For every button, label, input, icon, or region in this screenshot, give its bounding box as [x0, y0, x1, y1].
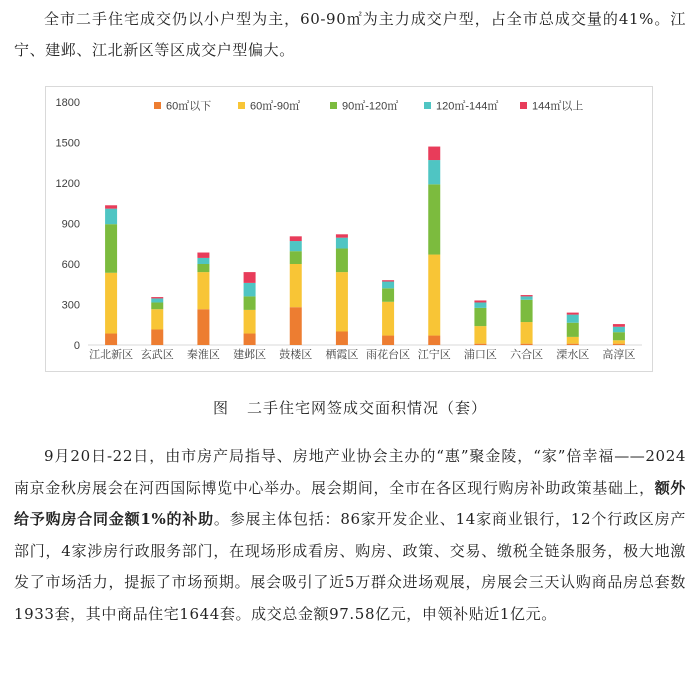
- bar-segment: [105, 209, 117, 225]
- bar-segment: [290, 264, 302, 307]
- bar-segment: [521, 322, 533, 344]
- bar-segment: [428, 147, 440, 161]
- legend-swatch: [330, 102, 337, 109]
- bar-segment: [290, 307, 302, 345]
- bar-segment: [336, 238, 348, 249]
- x-tick-label: 浦口区: [463, 349, 497, 361]
- x-tick-label: 雨花台区: [366, 349, 411, 361]
- bar-segment: [290, 236, 302, 241]
- bar-segment: [428, 160, 440, 184]
- bar-segment: [474, 302, 486, 307]
- x-tick-label: 栖霞区: [325, 349, 359, 361]
- bar-segment: [474, 300, 486, 302]
- body-text-bold: 额外给予购房合同金额1%的补助: [14, 478, 686, 528]
- y-tick-label: 1200: [55, 178, 80, 190]
- legend-swatch: [154, 102, 161, 109]
- bar-segment: [244, 272, 256, 283]
- bar-segment: [567, 337, 579, 344]
- bar-segment: [474, 308, 486, 326]
- bar-segment: [521, 296, 533, 299]
- bar-segment: [567, 344, 579, 345]
- bar-segment: [567, 323, 579, 337]
- y-tick-label: 0: [73, 340, 80, 352]
- bar-segment: [613, 327, 625, 332]
- legend-swatch: [520, 102, 527, 109]
- bar-chart: [45, 86, 653, 372]
- y-tick-label: 900: [61, 218, 80, 231]
- bar-segment: [567, 313, 579, 315]
- body-text-part2: 。参展主体包括：86家开发企业、14家商业银行，12个行政区房产部门，4家涉房行政服务部门，在现场形成看房、购房、政策、交易、缴税全链条服务，极大地激发了市场活力，提振了市场预期。展会吸引了近5万群众进场观展，房展会三天认购商品房总套数1933套，其中商品住宅1644套。成交总金额97.58亿元，申领补贴近1亿元。: [14, 510, 686, 623]
- bar-segment: [521, 295, 533, 296]
- bar-segment: [290, 241, 302, 251]
- bar-segment: [105, 273, 117, 334]
- bar-segment: [151, 329, 163, 345]
- x-tick-label: 玄武区: [140, 349, 174, 361]
- bar-segment: [567, 315, 579, 323]
- x-tick-label: 江北新区: [89, 349, 134, 361]
- bar-segment: [382, 336, 394, 345]
- y-tick-label: 1800: [55, 97, 80, 109]
- bar-segment: [151, 298, 163, 302]
- bar-segment: [105, 334, 117, 345]
- bar-segment: [521, 344, 533, 345]
- bar-segment: [197, 253, 209, 258]
- bar-segment: [105, 224, 117, 273]
- bar-segment: [382, 280, 394, 281]
- bar-segment: [382, 282, 394, 289]
- x-tick-label: 六合区: [510, 349, 544, 361]
- bar-segment: [197, 309, 209, 345]
- bar-segment: [197, 258, 209, 264]
- x-tick-label: 高淳区: [602, 349, 636, 361]
- bar-segment: [613, 340, 625, 343]
- bar-segment: [151, 302, 163, 309]
- legend-label: 90㎡-120㎡: [342, 100, 399, 113]
- bar-segment: [336, 272, 348, 331]
- x-tick-label: 秦淮区: [186, 349, 220, 361]
- x-tick-label: 鼓楼区: [279, 349, 313, 361]
- bar-segment: [428, 255, 440, 336]
- x-tick-label: 江宁区: [417, 349, 451, 361]
- bar-segment: [151, 309, 163, 329]
- bar-segment: [474, 344, 486, 345]
- intro-paragraph: 全市二手住宅成交仍以小户型为主，60-90㎡为主力成交户型，占全市总成交量的41%。江宁、建邺、江北新区等区成交户型偏大。: [14, 10, 686, 59]
- chart-canvas: [46, 87, 652, 371]
- body-text-part1: 9月20日-22日，由市房产局指导、房地产业协会主办的“惠”聚金陵，“家”倍幸福——2024南京金秋房展会在河西国际博览中心举办。展会期间，全市在各区现行购房补助政策基础上，: [14, 447, 686, 497]
- bar-segment: [474, 326, 486, 344]
- bar-segment: [336, 234, 348, 237]
- bar-segment: [244, 296, 256, 310]
- legend-label: 60㎡-90㎡: [250, 100, 301, 113]
- bar-segment: [197, 272, 209, 309]
- bar-segment: [290, 251, 302, 264]
- legend-swatch: [238, 102, 245, 109]
- bar-segment: [613, 344, 625, 345]
- bar-segment: [382, 288, 394, 302]
- bar-segment: [613, 332, 625, 340]
- x-tick-label: 建邺区: [233, 349, 267, 361]
- y-tick-label: 300: [61, 299, 80, 312]
- bar-segment: [613, 324, 625, 327]
- figure-label: 图: [212, 399, 229, 417]
- legend-swatch: [424, 102, 431, 109]
- bar-segment: [428, 336, 440, 345]
- bar-segment: [521, 300, 533, 322]
- bar-segment: [336, 332, 348, 346]
- x-tick-label: 溧水区: [556, 349, 590, 361]
- bar-segment: [336, 248, 348, 272]
- body-paragraph: [14, 441, 686, 630]
- figure-caption: [0, 397, 700, 418]
- bar-segment: [197, 264, 209, 272]
- bar-segment: [244, 283, 256, 297]
- figure-title: 二手住宅网签成交面积情况（套）: [247, 399, 488, 417]
- bar-segment: [428, 184, 440, 254]
- bar-segment: [105, 205, 117, 208]
- bar-segment: [244, 334, 256, 345]
- legend-label: 120㎡-144㎡: [436, 100, 499, 113]
- y-tick-label: 600: [61, 259, 80, 271]
- legend-label: 144㎡以上: [532, 100, 584, 113]
- bar-segment: [244, 310, 256, 334]
- legend-label: 60㎡以下: [166, 100, 212, 113]
- bar-segment: [151, 297, 163, 298]
- y-tick-label: 1500: [55, 137, 80, 150]
- bar-segment: [382, 302, 394, 336]
